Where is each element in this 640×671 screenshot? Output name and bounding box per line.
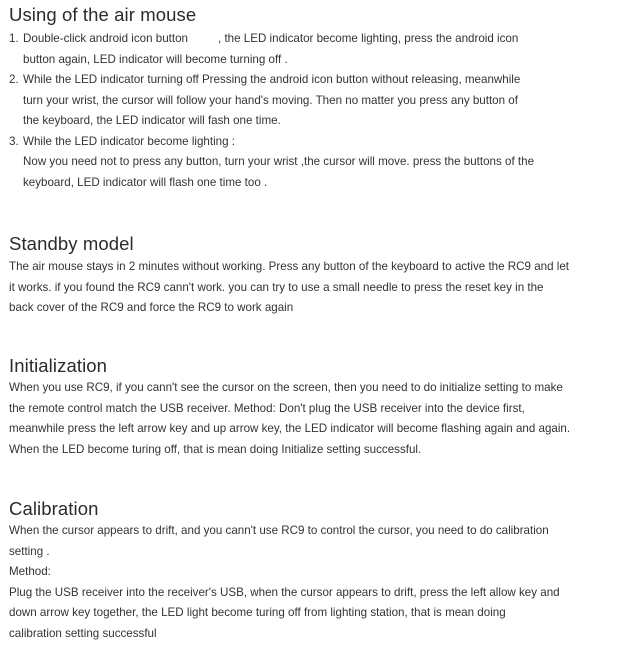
step-2-line-3: the keyboard, the LED indicator will fash one time. (23, 114, 281, 127)
initialization-line-4: When the LED become turing off, that is mean doing Initialize setting successful. (9, 442, 422, 456)
standby-line-2: it works. if you found the RC9 cann't work. you can try to use a small needle to press the reset key in the (9, 280, 544, 294)
calibration-line-5: down arrow key together, the LED light become turing off from lighting station, that is mean doing (9, 606, 506, 619)
step-1-line-2: button again, LED indicator will become turning off . (23, 52, 288, 66)
step-number: 1. (9, 32, 19, 45)
initialization-line-2: the remote control match the USB receiver. Method: Don't plug the USB receiver into the device first, (9, 401, 525, 415)
step-3 (9, 132, 634, 194)
calibration-line-3: Method: (9, 565, 51, 578)
step-3-line-3: keyboard, LED indicator will flash one time too . (23, 175, 268, 189)
section-standby (9, 233, 634, 319)
step-2-line-1: While the LED indicator turning off Pressing the android icon button without releasing, meanwhile (23, 73, 521, 86)
calibration-line-6: calibration setting successful (9, 626, 157, 640)
standby-line-1: The air mouse stays in 2 minutes without working. Press any button of the keyboard to active the RC9 and let (9, 260, 570, 273)
section-title-initialization: Initialization (9, 355, 108, 376)
calibration-line-4: Plug the USB receiver into the receiver's USB, when the cursor appears to drift, press the left allow key and (9, 585, 560, 599)
step-2-line-2: turn your wrist, the cursor will follow your hand's moving. Then no matter you press any button of (23, 93, 518, 107)
calibration-line-1: When the cursor appears to drift, and you cann't use RC9 to control the cursor, you need to do calibration (9, 524, 549, 537)
step-1-line-1b: , the LED indicator become lighting, press the android icon (218, 32, 519, 45)
standby-line-3: back cover of the RC9 and force the RC9 to work again (9, 301, 294, 314)
calibration-line-2: setting . (9, 544, 50, 558)
section-title-calibration: Calibration (9, 498, 99, 519)
section-title-air-mouse: Using of the air mouse (9, 4, 197, 25)
initialization-line-3: meanwhile press the left arrow key and up arrow key, the LED indicator will become flashing again and again. (9, 422, 571, 435)
section-title-standby: Standby model (9, 233, 134, 254)
step-3-line-2: Now you need not to press any button, turn your wrist ,the cursor will move. press the buttons of the (23, 155, 535, 168)
air-mouse-steps (9, 29, 634, 193)
section-calibration (9, 498, 634, 644)
step-number: 2. (9, 73, 19, 86)
step-1-line-1a: Double-click android icon button (23, 32, 188, 45)
section-air-mouse (9, 4, 634, 193)
step-number: 3. (9, 134, 19, 148)
step-2 (9, 70, 634, 132)
step-3-line-1: While the LED indicator become lighting : (23, 134, 236, 148)
step-1 (9, 29, 634, 70)
section-initialization (9, 355, 634, 460)
initialization-line-1: When you use RC9, if you cann't see the cursor on the screen, then you need to do initialize setting to make (9, 381, 563, 394)
